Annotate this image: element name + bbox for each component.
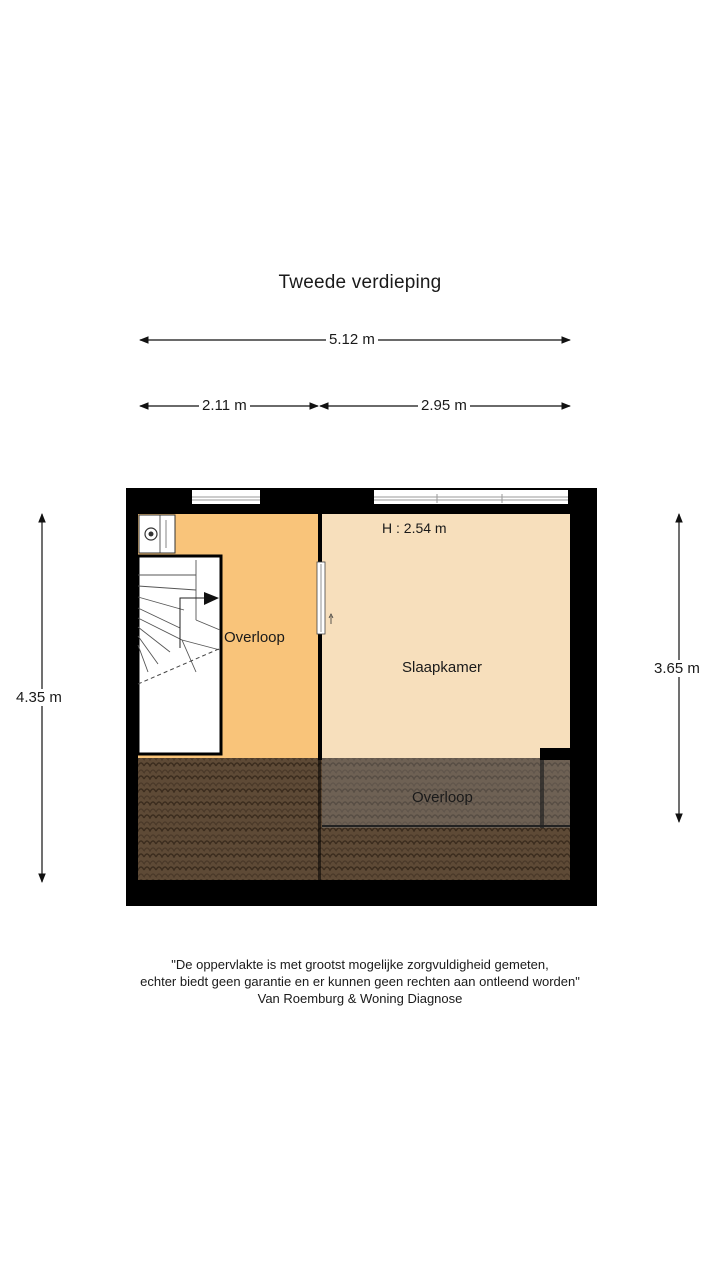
dimension-label-total-width: 5.12 m [326,331,378,348]
window-right [374,490,568,504]
dimension-label-right-width: 2.95 m [418,397,470,414]
dimension-label-left-width: 2.11 m [199,397,250,414]
interior-wall [318,514,322,760]
page-title: Tweede verdieping [278,272,442,293]
room-label-slaapkamer: Slaapkamer [402,659,483,676]
staircase [138,556,221,754]
dimension-label-total-depth: 4.35 m [13,689,65,706]
room-height-label: H : 2.54 m [382,520,447,536]
disclaimer-line-1: "De oppervlakte is met grootst mogelijke zorgvuldigheid gemeten, [171,957,549,972]
window-left [192,490,260,504]
dimension-label-room-depth: 3.65 m [651,660,703,677]
disclaimer [0,956,720,1007]
disclaimer-credit: Van Roemburg & Woning Diagnose [257,991,463,1006]
disclaimer-line-2: echter biedt geen garantie en er kunnen geen rechten aan ontleend worden" [140,974,580,989]
slaapkamer-area [322,514,570,760]
room-label-overloop-left: Overloop [224,629,285,646]
room-label-overloop-right: Overloop [412,789,473,806]
boiler-icon [139,515,175,553]
